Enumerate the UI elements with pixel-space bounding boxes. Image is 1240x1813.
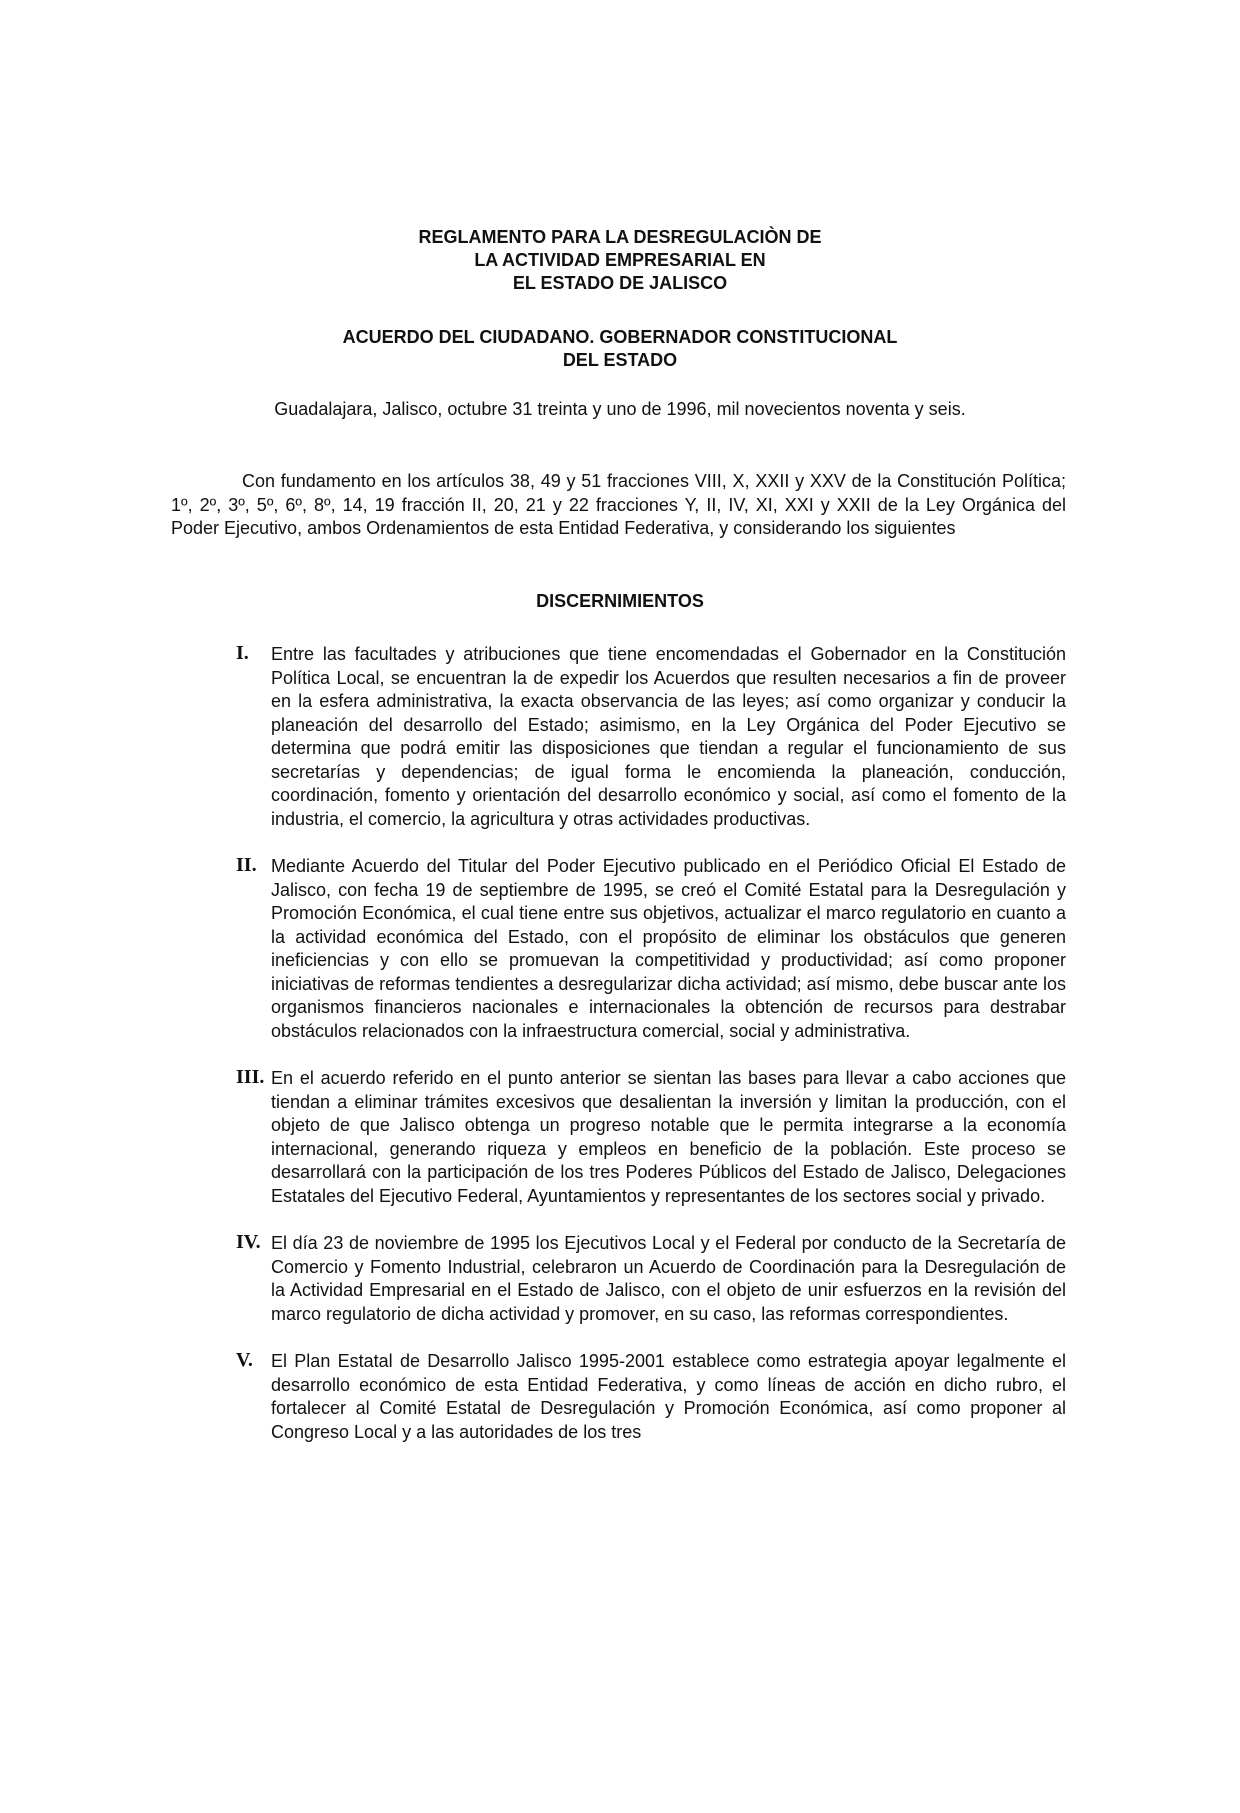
list-item <box>238 855 1066 1043</box>
item-text: En el acuerdo referido en el punto anterior se sientan las bases para llevar a cabo acciones que tiendan a eliminar trámites excesivos que desalientan la inversión y limitan la producción, con el objeto de que Jalisco obtenga un progreso notable que le permita integrarse a la economía internacional, generando riqueza y empleos en beneficio de la población. Este proceso se desarrollará con la participación de los tres Poderes Públicos del Estado de Jalisco, Delegaciones Estatales del Ejecutivo Federal, Ayuntamientos y representantes de los sectores social y privado. <box>271 1068 1066 1206</box>
title-line-3: EL ESTADO DE JALISCO <box>512 273 728 293</box>
intro-paragraph: Con fundamento en los artículos 38, 49 y 51 fracciones VIII, X, XXII y XXV de la Constitución Política; 1º, 2º, 3º, 5º, 6º, 8º, 14, 19 fracción II, 20, 21 y 22 fracciones Y, II, IV, XI, XXI y XXII de la Ley Orgánica del Poder Ejecutivo, ambos Ordenamientos de esta Entidad Federativa, y considerando los siguientes <box>171 471 1066 538</box>
subtitle-line-1: ACUERDO DEL CIUDADANO. GOBERNADOR CONSTITUCIONAL <box>342 327 898 347</box>
item-numeral: I. <box>236 642 249 664</box>
list-item <box>238 1232 1066 1326</box>
list-item <box>238 1067 1066 1208</box>
subtitle-line-2: DEL ESTADO <box>562 350 678 370</box>
item-text: El día 23 de noviembre de 1995 los Ejecutivos Local y el Federal por conducto de la Secretaría de Comercio y Fomento Industrial, celebraron un Acuerdo de Coordinación para la Desregulación de la Actividad Empresarial en el Estado de Jalisco, con el objeto de unir esfuerzos en la revisión del marco regulatorio de dicha actividad y promover, en su caso, las reformas correspondientes. <box>271 1233 1066 1324</box>
discernimientos-list <box>238 643 1066 1468</box>
place-date-line: Guadalajara, Jalisco, octubre 31 treinta y uno de 1996, mil novecientos noventa y seis. <box>274 399 966 419</box>
item-text: El Plan Estatal de Desarrollo Jalisco 1995-2001 establece como estrategia apoyar legalmente el desarrollo económico de esta Entidad Federativa, y como líneas de acción en dicho rubro, el fortalecer al Comité Estatal de Desregulación y Promoción Económica, así como proponer al Congreso Local y a las autoridades de los tres <box>271 1351 1066 1442</box>
list-item <box>238 643 1066 831</box>
item-text: Mediante Acuerdo del Titular del Poder Ejecutivo publicado en el Periódico Oficial El Estado de Jalisco, con fecha 19 de septiembre de 1995, se creó el Comité Estatal para la Desregulación y Promoción Económica, el cual tiene entre sus objetivos, actualizar el marco regulatorio en cuanto a la actividad económica del Estado, con el propósito de eliminar los obstáculos que generen ineficiencias y con ello se promuevan la competitividad y productividad; así como proponer iniciativas de reformas tendientes a desregularizar dicha actividad; así mismo, debe buscar ante los organismos financieros nacionales e internacionales la obtención de recursos para destrabar obstáculos relacionados con la infraestructura comercial, social y administrativa. <box>271 856 1066 1041</box>
title-line-2: LA ACTIVIDAD EMPRESARIAL EN <box>474 250 766 270</box>
item-numeral: III. <box>236 1066 265 1088</box>
section-heading: DISCERNIMIENTOS <box>536 591 704 611</box>
title-line-1: REGLAMENTO PARA LA DESREGULACIÒN DE <box>418 227 822 247</box>
item-numeral: IV. <box>236 1231 261 1253</box>
item-numeral: II. <box>236 854 257 876</box>
document-title <box>170 226 1070 295</box>
list-item <box>238 1350 1066 1444</box>
item-numeral: V. <box>236 1349 253 1371</box>
document-subtitle <box>170 326 1070 372</box>
item-text: Entre las facultades y atribuciones que tiene encomendadas el Gobernador en la Constitución Política Local, se encuentran la de expedir los Acuerdos que resulten necesarios a fin de proveer en la esfera administrativa, la exacta observancia de las leyes; así como organizar y conducir la planeación del desarrollo del Estado; asimismo, en la Ley Orgánica del Poder Ejecutivo se determina que podrá emitir las disposiciones que tiendan a regular el funcionamiento de sus secretarías y dependencias; de igual forma le encomienda la planeación, conducción, coordinación, fomento y orientación del desarrollo económico y social, así como el fomento de la industria, el comercio, la agricultura y otras actividades productivas. <box>271 644 1066 829</box>
